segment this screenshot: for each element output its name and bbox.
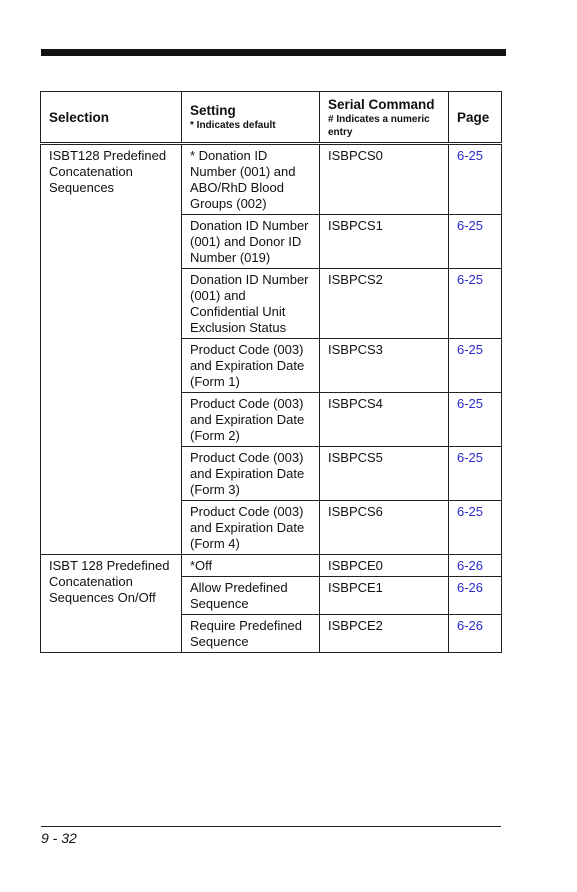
command-cell: ISBPCS2	[320, 269, 449, 339]
page-cell	[449, 339, 502, 393]
command-cell: ISBPCS4	[320, 393, 449, 447]
page-cell	[449, 144, 502, 215]
command-cell: ISBPCS5	[320, 447, 449, 501]
page-number: 9 - 32	[41, 830, 77, 846]
table-row	[41, 555, 502, 577]
header-setting	[182, 92, 320, 144]
command-cell: ISBPCS3	[320, 339, 449, 393]
page-cell	[449, 215, 502, 269]
setting-cell: Donation ID Number (001) and Confidential Unit Exclusion Status	[182, 269, 320, 339]
page-link[interactable]: 6-25	[457, 450, 484, 465]
header-setting-note: * Indicates default	[190, 120, 276, 131]
page-cell	[449, 269, 502, 339]
footer-rule	[41, 826, 501, 827]
setting-cell: Product Code (003) and Expiration Date (Form 4)	[182, 501, 320, 555]
setting-cell: Product Code (003) and Expiration Date (Form 1)	[182, 339, 320, 393]
page-link[interactable]: 6-25	[457, 148, 484, 163]
page-link[interactable]: 6-25	[457, 342, 484, 357]
page-cell	[449, 447, 502, 501]
selection-cell: ISBT 128 Predefined Concatenation Sequences On/Off	[41, 555, 182, 653]
header-serial-command	[320, 92, 449, 144]
page-link[interactable]: 6-26	[457, 558, 484, 573]
command-cell: ISBPCE1	[320, 577, 449, 615]
page-link[interactable]: 6-25	[457, 218, 484, 233]
selection-cell: ISBT128 Predefined Concatenation Sequences	[41, 144, 182, 555]
setting-cell: Allow Predefined Sequence	[182, 577, 320, 615]
top-rule	[41, 49, 506, 56]
setting-cell: Product Code (003) and Expiration Date (Form 2)	[182, 393, 320, 447]
page-cell	[449, 577, 502, 615]
page-cell	[449, 393, 502, 447]
header-serial-note: # Indicates a numeric entry	[328, 113, 430, 138]
command-cell: ISBPCS6	[320, 501, 449, 555]
command-table	[40, 91, 502, 653]
header-selection-label: Selection	[49, 109, 110, 125]
setting-cell: Product Code (003) and Expiration Date (Form 3)	[182, 447, 320, 501]
page-link[interactable]: 6-25	[457, 272, 484, 287]
header-page-label: Page	[457, 109, 490, 125]
table-row	[41, 144, 502, 215]
command-cell: ISBPCS0	[320, 144, 449, 215]
command-cell: ISBPCE2	[320, 615, 449, 653]
setting-cell: Require Predefined Sequence	[182, 615, 320, 653]
page-link[interactable]: 6-26	[457, 618, 484, 633]
page-cell	[449, 615, 502, 653]
setting-cell: * Donation ID Number (001) and ABO/RhD Blood Groups (002)	[182, 144, 320, 215]
setting-cell: *Off	[182, 555, 320, 577]
table-header-row	[41, 92, 502, 144]
header-selection	[41, 92, 182, 144]
command-cell: ISBPCE0	[320, 555, 449, 577]
page-link[interactable]: 6-25	[457, 504, 484, 519]
page-link[interactable]: 6-25	[457, 396, 484, 411]
page-cell	[449, 501, 502, 555]
header-serial-label: Serial Command	[328, 96, 435, 112]
header-setting-label: Setting	[190, 103, 236, 118]
page-link[interactable]: 6-26	[457, 580, 484, 595]
command-cell: ISBPCS1	[320, 215, 449, 269]
page-cell	[449, 555, 502, 577]
setting-cell: Donation ID Number (001) and Donor ID Number (019)	[182, 215, 320, 269]
header-page	[449, 92, 502, 144]
